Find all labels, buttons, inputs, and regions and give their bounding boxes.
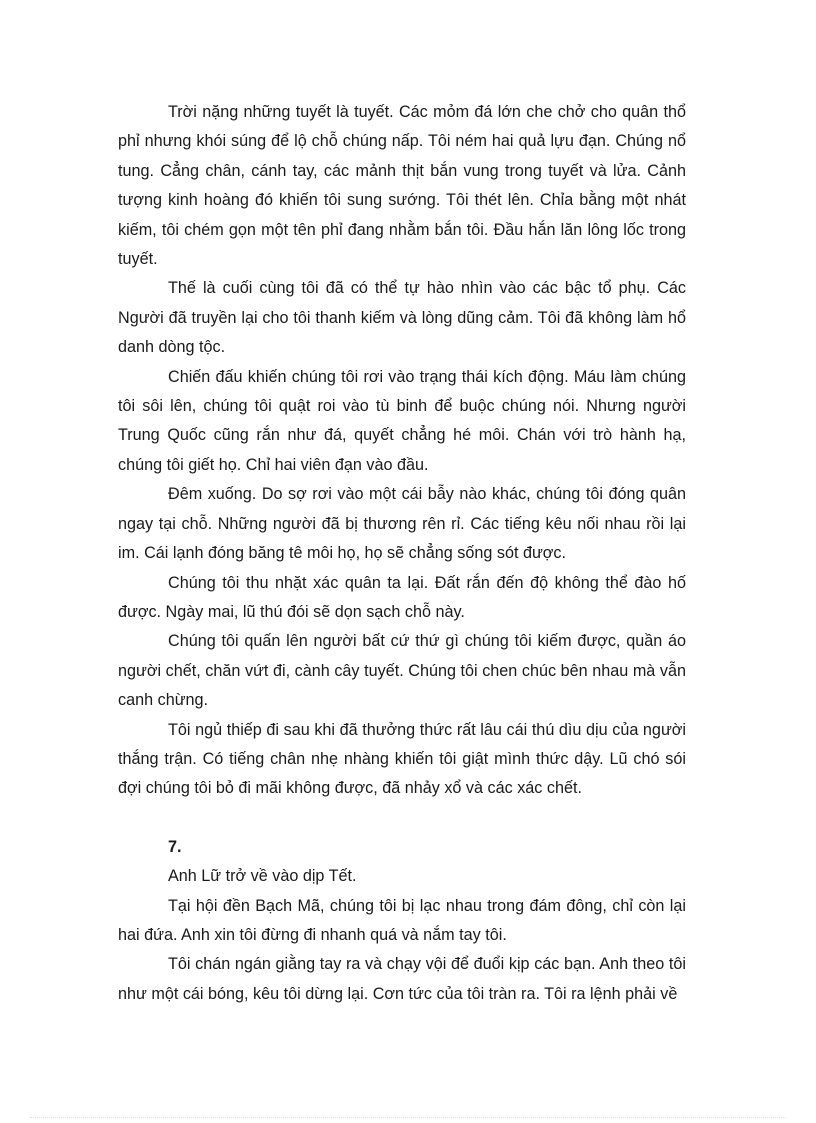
paragraph: Chúng tôi thu nhặt xác quân ta lại. Đất rắn đến độ không thể đào hố được. Ngày mai, lũ thú đói sẽ dọn sạch chỗ này. (118, 573, 686, 621)
paragraph: Chúng tôi quấn lên người bất cứ thứ gì chúng tôi kiếm được, quần áo người chết, chăn vứt đi, cành cây tuyết. Chúng tôi chen chúc bên nhau mà vẫn canh chừng. (118, 632, 686, 710)
paragraph: Tại hội đền Bạch Mã, chúng tôi bị lạc nhau trong đám đông, chỉ còn lại hai đứa. Anh xin tôi đừng đi nhanh quá và nắm tay tôi. (118, 896, 686, 944)
paragraph: Đêm xuống. Do sợ rơi vào một cái bẫy nào khác, chúng tôi đóng quân ngay tại chỗ. Những người đã bị thương rên rỉ. Các tiếng kêu nối nhau rồi lại im. Cái lạnh đóng băng tê môi họ, họ sẽ chẳng sống sót được. (118, 485, 686, 563)
paragraph: Thế là cuối cùng tôi đã có thể tự hào nhìn vào các bậc tổ phụ. Các Người đã truyền lại cho tôi thanh kiếm và lòng dũng cảm. Tôi đã không làm hổ danh dòng tộc. (118, 279, 686, 357)
section-spacer (118, 804, 686, 833)
paragraph: Chiến đấu khiến chúng tôi rơi vào trạng thái kích động. Máu làm chúng tôi sôi lên, chúng tôi quật roi vào tù binh để buộc chúng nói. Nhưng người Trung Quốc cũng rắn như đá, quyết chẳng hé môi. Chán với trò hành hạ, chúng tôi giết họ. Chỉ hai viên đạn vào đầu. (118, 367, 686, 474)
page-bottom-rule (30, 1117, 786, 1118)
paragraph: Anh Lữ trở về vào dịp Tết. (168, 867, 357, 886)
document-body (118, 98, 686, 1009)
section-heading: 7. (168, 837, 182, 856)
paragraph: Tôi chán ngán giằng tay ra và chạy vội để đuổi kịp các bạn. Anh theo tôi như một cái bóng, kêu tôi dừng lại. Cơn tức của tôi tràn ra. Tôi ra lệnh phải về (118, 955, 686, 1003)
paragraph: Tôi ngủ thiếp đi sau khi đã thưởng thức rất lâu cái thú dìu dịu của người thắng trận. Có tiếng chân nhẹ nhàng khiến tôi giật mình thức dậy. Lũ chó sói đợi chúng tôi bỏ đi mãi không được, đã nhảy xổ và các xác chết. (118, 720, 686, 798)
paragraph: Trời nặng những tuyết là tuyết. Các mỏm đá lớn che chở cho quân thổ phỉ nhưng khói súng để lộ chỗ chúng nấp. Tôi ném hai quả lựu đạn. Chúng nổ tung. Cẳng chân, cánh tay, các mảnh thịt bắn vung trong tuyết và lửa. Cảnh tượng kinh hoàng đó khiến tôi sung sướng. Tôi thét lên. Chỉa bằng một nhát kiếm, tôi chém gọn một tên phỉ đang nhằm bắn tôi. Đầu hắn lăn lông lốc trong tuyết. (118, 103, 686, 269)
